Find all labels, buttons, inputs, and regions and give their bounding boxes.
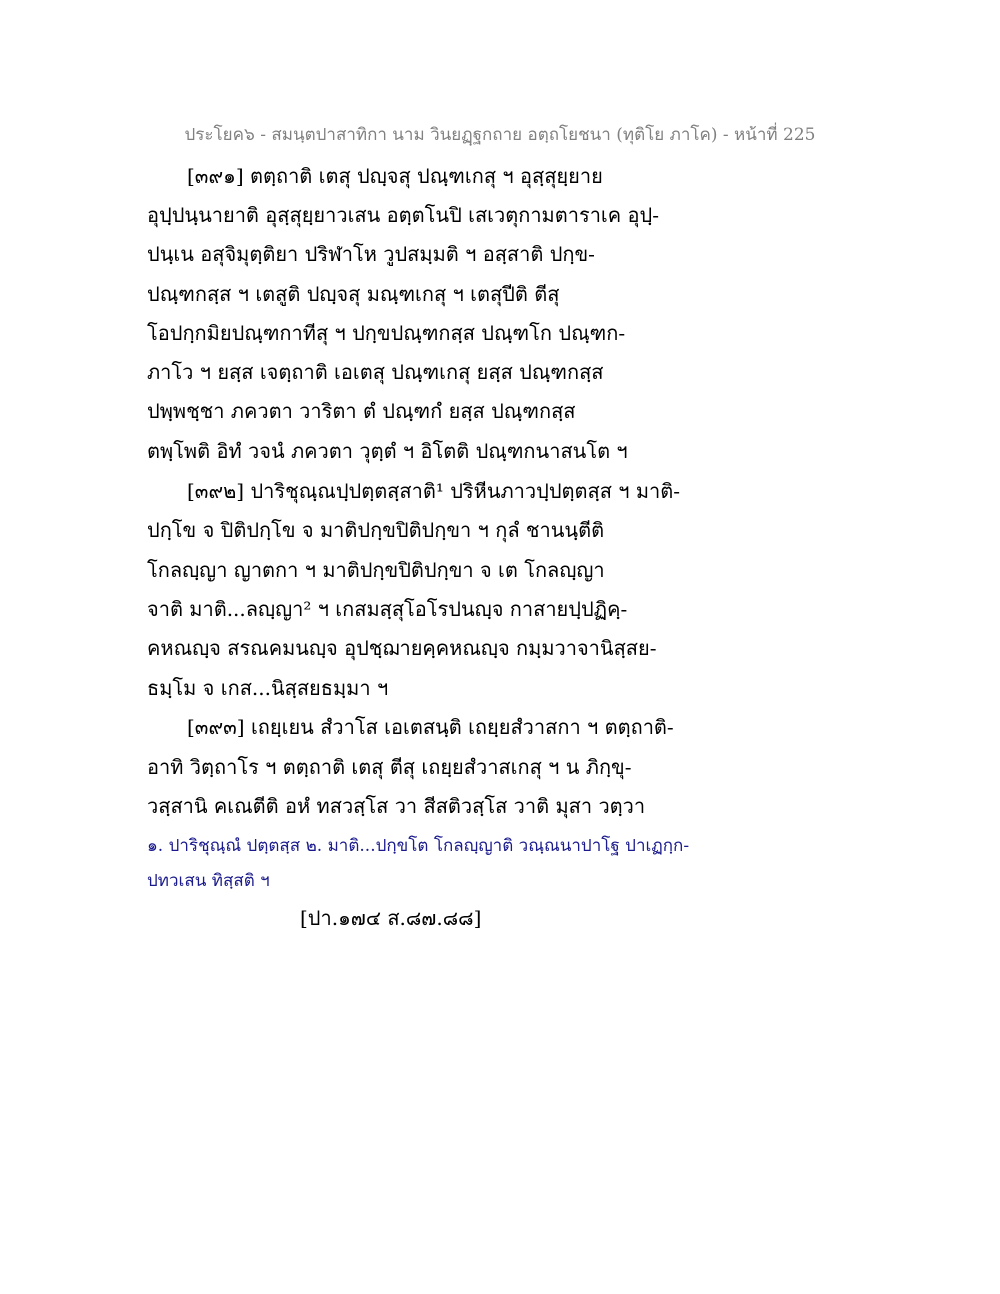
text-line-1: [๓๙๑] ตตฺถาติ เตสุ ปญฺจสุ ปณฺฑเกสุ ฯ อุสฺสุยฺยาย bbox=[187, 164, 603, 188]
text-line-6: ภาโว ฯ ยสฺส เจตฺถาติ เอเตสุ ปณฺฑเกสุ ยสฺส ปณฺฑกสฺส bbox=[147, 360, 604, 384]
text-line-10: ปกฺโข จ ปิติปกฺโข จ มาติปกฺขปิติปกฺขา ฯ กุลํ ชานนฺตีติ bbox=[147, 518, 605, 542]
text-line-7: ปพฺพชฺชา ภควตา วาริตา ตํ ปณฺฑกํ ยสฺส ปณฺฑกสฺส bbox=[147, 399, 576, 423]
text-line-5: โอปกฺกมิยปณฺฑกาทีสุ ฯ ปกฺขปณฺฑกสฺส ปณฺฑโก ปณฺฑก- bbox=[147, 321, 626, 345]
page-reference: [ปา.๑๗๔ ส.๘๗.๘๘] bbox=[300, 906, 482, 930]
text-line-13: คหณญฺจ สรณคมนญฺจ อุปชฺฌายคฺคหณญฺจ กมฺมวาจานิสฺสย- bbox=[147, 636, 657, 660]
text-line-3: ปนฺเน อสุจิมุตฺติยา ปริฬาโห วูปสมฺมติ ฯ อสฺสาติ ปกฺข- bbox=[147, 242, 595, 266]
footnote-line-2: ปทวเสน ทิสฺสติ ฯ bbox=[147, 871, 270, 891]
footnote-line-1: ๑. ปาริชุณฺณํ ปตฺตสฺส ๒. มาติ...ปกฺขโต โกลญฺญาติ วณฺณนาปาโฐ ปาเฏกฺก- bbox=[147, 836, 690, 856]
text-line-11: โกลญฺญา ญาตกา ฯ มาติปกฺขปิติปกฺขา จ เต โกลญฺญา bbox=[147, 558, 605, 582]
text-line-17: วสฺสานิ คเณตีติ อหํ ทสวสฺโส วา สีสติวสฺโส วาติ มุสา วตฺวา bbox=[147, 794, 646, 818]
text-line-9: [๓๙๒] ปาริชุณฺณปฺปตฺตสฺสาติ¹ ปริหีนภาวปฺปตฺตสฺส ฯ มาติ- bbox=[187, 479, 681, 503]
text-line-16: อาทิ วิตฺถาโร ฯ ตตฺถาติ เตสุ ตีสุ เถยฺยสํวาสเกสุ ฯ น ภิกฺขุ- bbox=[147, 755, 632, 779]
text-line-4: ปณฺฑกสฺส ฯ เตสูติ ปญฺจสุ มณฺฑเกสุ ฯ เตสุปีติ ตีสุ bbox=[147, 282, 560, 306]
text-line-12: จาติ มาติ...ลญฺญา² ฯ เกสมสฺสุโอโรปนญฺจ กาสายปฺปฏิคฺ- bbox=[147, 597, 628, 621]
text-line-8: ตพฺโพติ อิทํ วจนํ ภควตา วุตฺตํ ฯ อิโตติ ปณฺฑกนาสนโต ฯ bbox=[147, 439, 628, 463]
text-line-2: อุปฺปนฺนายาติ อุสฺสุยฺยาวเสน อตฺตโนปิ เสเวตุกามตาราเค อุปฺ- bbox=[147, 203, 659, 227]
page-header: ประโยค๖ - สมนฺตปาสาทิกา นาม วินยฏฺฐกถาย อตฺถโยชนา (ทุติโย ภาโค) - หน้าที่ 225 bbox=[184, 125, 816, 145]
text-line-14: ธมฺโม จ เกส...นิสฺสยธมฺมา ฯ bbox=[147, 676, 389, 700]
text-line-15: [๓๙๓] เถยฺเยน สํวาโส เอเตสนฺติ เถยฺยสํวาสกา ฯ ตตฺถาติ- bbox=[187, 715, 674, 739]
